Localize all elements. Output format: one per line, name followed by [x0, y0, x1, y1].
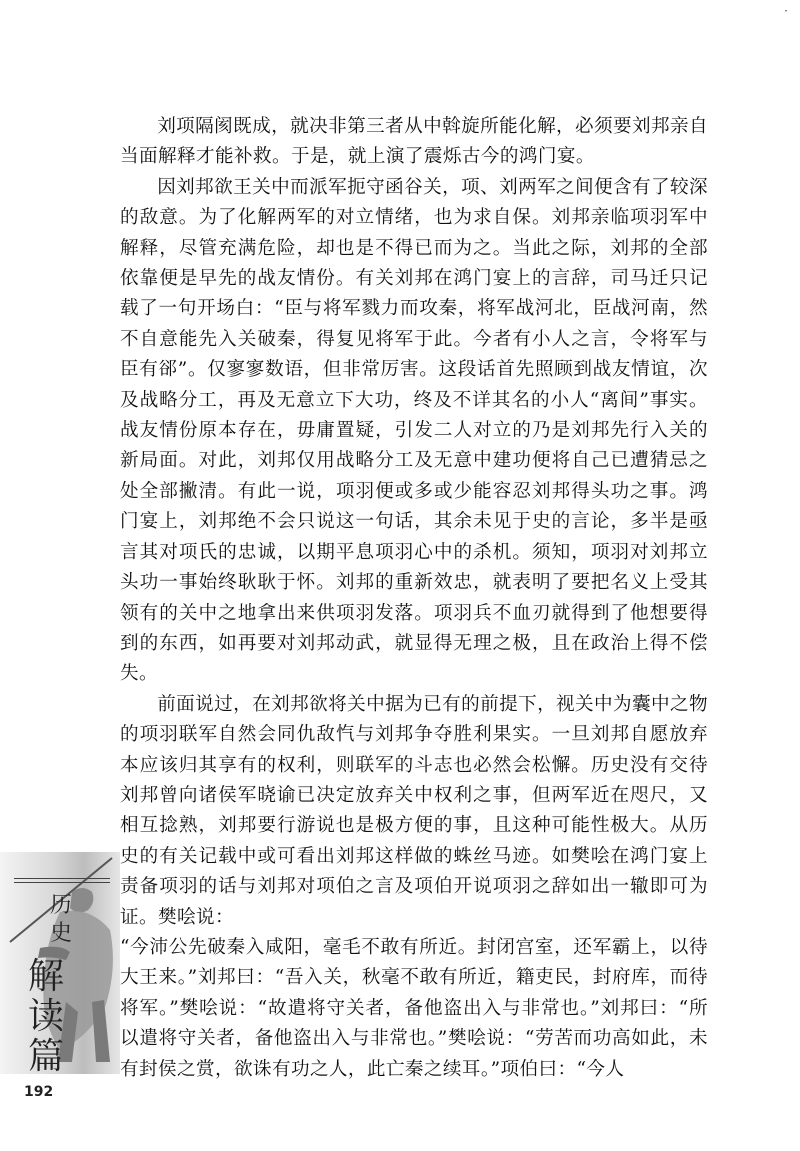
top-rule-thin — [14, 882, 110, 883]
paragraph-3: 前面说过，在刘邦欲将关中据为已有的前提下，视关中为囊中之物的项羽联军自然会同仇敌忾与刘邦争夺胜利果实。一旦刘邦自愿放弃本应该归其享有的权利，则联军的斗志也必然会松懈。历史没有交待刘邦曾向诸侯军晓谕已决定放弃关中权利之事，但两军近在咫尺，又相互捻熟，刘邦要行游说也是极方便的事，且这种可能性极大。从历史的有关记载中或可看出刘邦这样做的蛛丝马迹。如樊哙在鸿门宴上责备项羽的话与刘邦对项伯之言及项伯开说项羽之辞如出一辙即可为证。樊哙说： — [120, 693, 709, 928]
page-number: 192 — [24, 1084, 54, 1100]
sidebar-char-2: 史 — [50, 921, 73, 946]
corner-mark: · — [784, 4, 788, 18]
sidebar-char-4: 读 — [28, 996, 65, 1037]
sidebar-char-3: 解 — [28, 956, 65, 997]
sidebar-char-1: 历 — [50, 893, 73, 918]
paragraph-1: 刘项隔阂既成，就决非第三者从中斡旋所能化解，必须要刘邦亲自当面解释才能补救。于是，就上演了震烁古今的鸿门宴。 — [120, 116, 709, 168]
paragraph-2: 因刘邦欲王关中而派军扼守函谷关，项、刘两军之间便含有了较深的敌意。为了化解两军的对立情绪，也为求自保。刘邦亲临项羽军中解释，尽管充满危险，却也是不得已而为之。当此之际，刘邦的全部依靠便是早先的战友情份。有关刘邦在鸿门宴上的言辞，司马迁只记载了一句开场白：“臣与将军戮力而攻秦，将军战河北，臣战河南，然不自意能先入关破秦，得复见将军于此。今者有小人之言，令将军与臣有郤”。仅寥寥数语，但非常厉害。这段话首先照顾到战友情谊，次及战略分工，再及无意立下大功，终及不详其名的小人“离间”事实。战友情份原本存在，毋庸置疑，引发二人对立的乃是刘邦先行入关的新局面。对此，刘邦仅用战略分工及无意中建功便将自己已遭猜忌之处全部撇清。有此一说，项羽便或多或少能容忍刘邦得头功之事。鸿门宴上，刘邦绝不会只说这一句话，其余未见于史的言论，多半是亟言其对项氏的忠诚，以期平息项羽心中的杀机。须知，项羽对刘邦立头功一事始终耿耿于怀。刘邦的重新效忠，就表明了要把名义上受其领有的关中之地拿出来供项羽发落。项羽兵不血刃就得到了他想要得到的东西，如再要对刘邦动武，就显得无理之极，且在政治上得不偿失。 — [120, 176, 709, 685]
top-rule — [14, 878, 110, 879]
section-decoration — [0, 852, 120, 1074]
paragraph-4: “今沛公先破秦入咸阳，毫毛不敢有所近。封闭宫室，还军霸上，以待大王来。”刘邦曰：“吾入关，秋毫不敢有所近，籍吏民，封府库，而待将军。”樊哙说：“故遣将守关者，备他盗出入与非常也。”刘邦曰：“所以遣将守关者，备他盗出入与非常也。”樊哙说：“劳苦而功高如此，未有封侯之赏，欲诛有功之人，此亡秦之续耳。”项伯曰：“今人 — [120, 936, 708, 1080]
sidebar-char-5: 篇 — [28, 1036, 65, 1074]
body-text — [120, 112, 708, 1085]
